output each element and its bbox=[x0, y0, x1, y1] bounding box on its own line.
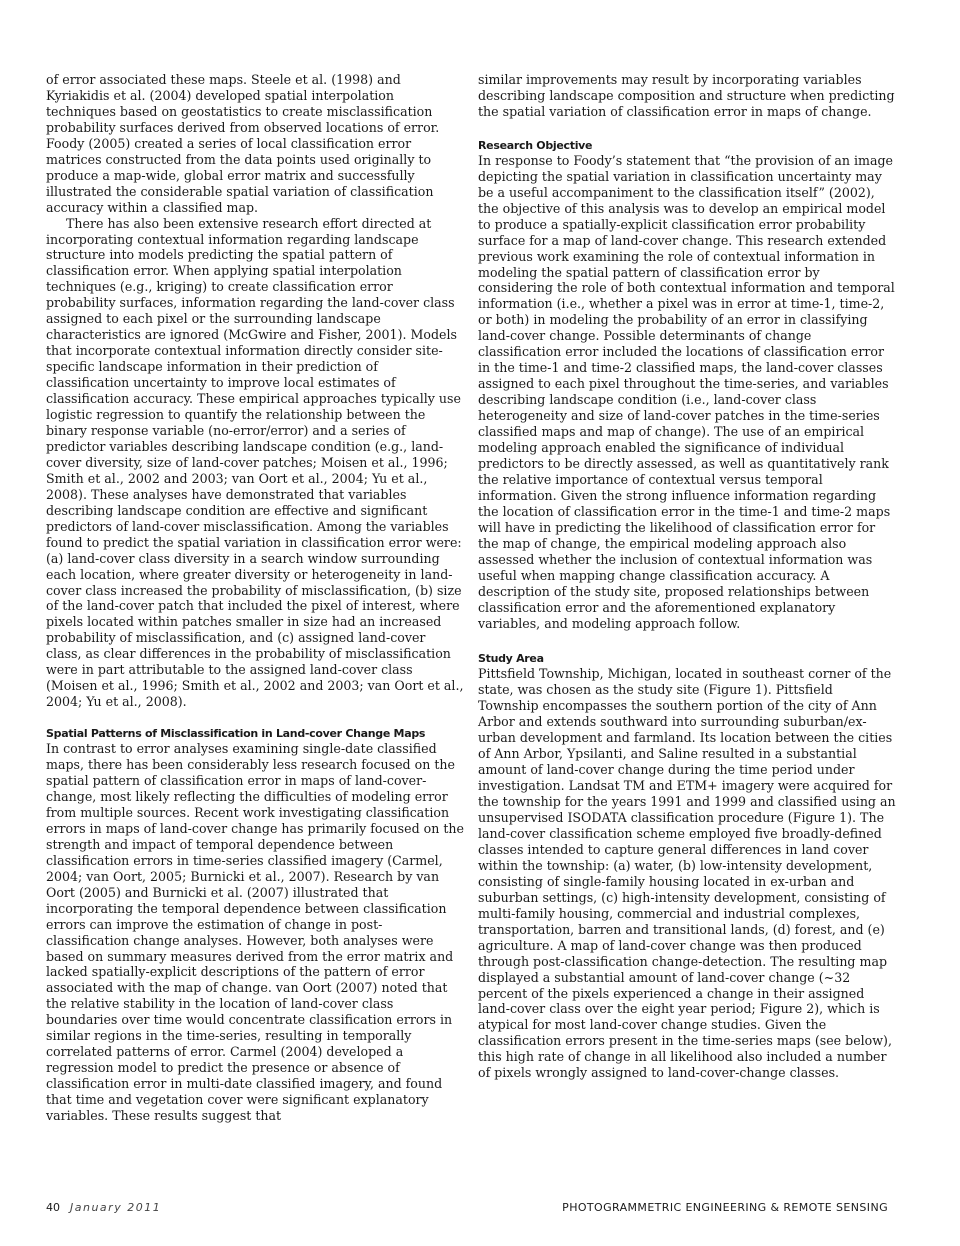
paragraph: similar improvements may result by incorporating variables describing landscape composition and structure when predicting the spatial variation of classification error in maps of change. bbox=[478, 72, 895, 119]
paragraph: Pittsfield Township, Michigan, located in southeast corner of the state, was chosen as the study site (Figure 1). Pittsfield Township encompasses the southern portion of the city of Ann Arbor and extends southward into surrounding suburban/ex-urban development and farmland. Its location between the cities of Ann Arbor, Ypsilanti, and Saline resulted in a substantial amount of land-cover change during the time period under investigation. Landsat TM and ETM+ imagery were acquired for the township for the years 1991 and 1999 and classified using an unsupervised ISODATA classification procedure (Figure 1). The land-cover classification scheme employed five broadly-defined classes intended to capture general differences in land cover within the township: (a) water, (b) low-intensity development, consisting of single-family housing located in ex-urban and suburban settings, (c) high-intensity development, consisting of multi-family housing, commercial and industrial complexes, transportation, barren and transitional lands, (d) forest, and (e) agriculture. A map of land-cover change was then produced through post-classification change-detection. The resulting map displayed a substantial amount of land-cover change (~32 percent of the pixels experienced a change in their assigned land-cover class over the eight year period; Figure 2), which is atypical for most land-cover change studies. Given the classification errors present in the time-series maps (see below), this high rate of change in all likelihood also included a number of pixels wrongly assigned to land-cover-change classes. bbox=[478, 666, 896, 1081]
page-number: 40 bbox=[46, 1201, 60, 1214]
left-column bbox=[46, 72, 464, 1124]
paragraph: In response to Foody’s statement that “the provision of an image depicting the spatial variation in classification uncertainty may be a useful accompaniment to the classification itself” (2002), the objective of this analysis was to develop an empirical model to produce a spatially-explicit classification error probability surface for a map of land-cover change. This research extended previous work examining the role of contextual information in modeling the spatial pattern of classification error by considering the role of both contextual information and temporal information (i.e., whether a pixel was in error at time-1, time-2, or both) in modeling the probability of an error in classifying land-cover change. Possible determinants of change classification error included the locations of classification error in the time-1 and time-2 classified maps, the land-cover classes assigned to each pixel throughout the time-series, and variables describing landscape condition (i.e., land-cover class heterogeneity and size of land-cover patches in the time-series classified maps and map of change). The use of an empirical modeling approach enabled the significance of individual predictors to be directly assessed, as well as quantitatively rank the relative importance of contextual versus temporal information. Given the strong influence information regarding the location of classification error in the time-1 and time-2 maps will have in predicting the likelihood of classification error for the map of change, the empirical modeling approach also assessed whether the inclusion of contextual information was useful when mapping change classification accuracy. A description of the study site, proposed relationships between classification error and the aforementioned explanatory variables, and modeling approach follow. bbox=[478, 152, 895, 631]
journal-name: PHOTOGRAMMETRIC ENGINEERING & REMOTE SENSING bbox=[562, 1201, 888, 1214]
right-column bbox=[478, 72, 896, 1081]
section-heading: Spatial Patterns of Misclassification in Land-cover Change Maps bbox=[46, 727, 426, 741]
paragraph: In contrast to error analyses examining single-date classified maps, there has been considerably less research focused on the spatial pattern of classification error in maps of land-cover-change, most likely reflecting the difficulties of modeling error from multiple sources. Recent work investigating classification errors in maps of land-cover change has primarily focused on the strength and impact of temporal dependence between classification errors in time-series classified imagery (Carmel, 2004; van Oort, 2005; Burnicki et al., 2007). Research by van Oort (2005) and Burnicki et al. (2007) illustrated that incorporating the temporal dependence between classification errors can improve the estimation of change in post-classification change analyses. However, both analyses were based on summary measures derived from the error matrix and lacked spatially-explicit descriptions of the pattern of error associated with the map of change. van Oort (2007) noted that the relative stability in the location of land-cover class boundaries over time would concentrate classification errors in similar regions in the time-series, resulting in temporally correlated patterns of error. Carmel (2004) developed a regression model to predict the presence or absence of classification error in multi-date classified imagery, and found that time and vegetation cover were significant explanatory variables. These results suggest that bbox=[46, 741, 464, 1124]
paragraph: There has also been extensive research effort directed at incorporating contextual information regarding landscape structure into models predicting the spatial pattern of classification error. When applying spatial interpolation techniques (e.g., kriging) to create classification error probability surfaces, information regarding the land-cover class assigned to each pixel or the surrounding landscape characteristics are ignored (McGwire and Fisher, 2001). Models that incorporate contextual information directly consider site-specific landscape information in their prediction of classification uncertainty to improve local estimates of classification accuracy. These empirical approaches typically use logistic regression to quantify the relationship between the binary response variable (no-error/error) and a series of predictor variables describing landscape condition (e.g., land-cover diversity, size of land-cover patches; Moisen et al., 1996; Smith et al., 2002 and 2003; van Oort et al., 2004; Yu et al., 2008). These analyses have demonstrated that variables describing landscape condition are effective and significant predictors of land-cover misclassification. Among the variables found to predict the spatial variation in classification error were: (a) land-cover class diversity in a search window surrounding each location, where greater diversity or heterogeneity in land-cover class increased the probability of misclassification, (b) size of the land-cover patch that included the pixel of interest, where pixels located within patches smaller in size had an increased probability of misclassification, and (c) assigned land-cover class, as clear differences in the probability of misclassification were in part attributable to the assigned land-cover class (Moisen et al., 1996; Smith et al., 2002 and 2003; van Oort et al., 2004; Yu et al., 2008). bbox=[46, 215, 464, 710]
section-heading: Study Area bbox=[478, 652, 544, 666]
section-heading: Research Objective bbox=[478, 138, 593, 152]
page-footer bbox=[46, 1200, 888, 1216]
issue-date: January 2011 bbox=[70, 1201, 162, 1214]
paragraph: of error associated these maps. Steele et al. (1998) and Kyriakidis et al. (2004) developed spatial interpolation techniques based on geostatistics to create misclassification probability surfaces derived from observed locations of error. Foody (2005) created a series of local classification error matrices constructed from the data points used originally to produce a map-wide, global error matrix and successfully illustrated the considerable spatial variation of classification accuracy within a classified map. bbox=[46, 72, 440, 215]
